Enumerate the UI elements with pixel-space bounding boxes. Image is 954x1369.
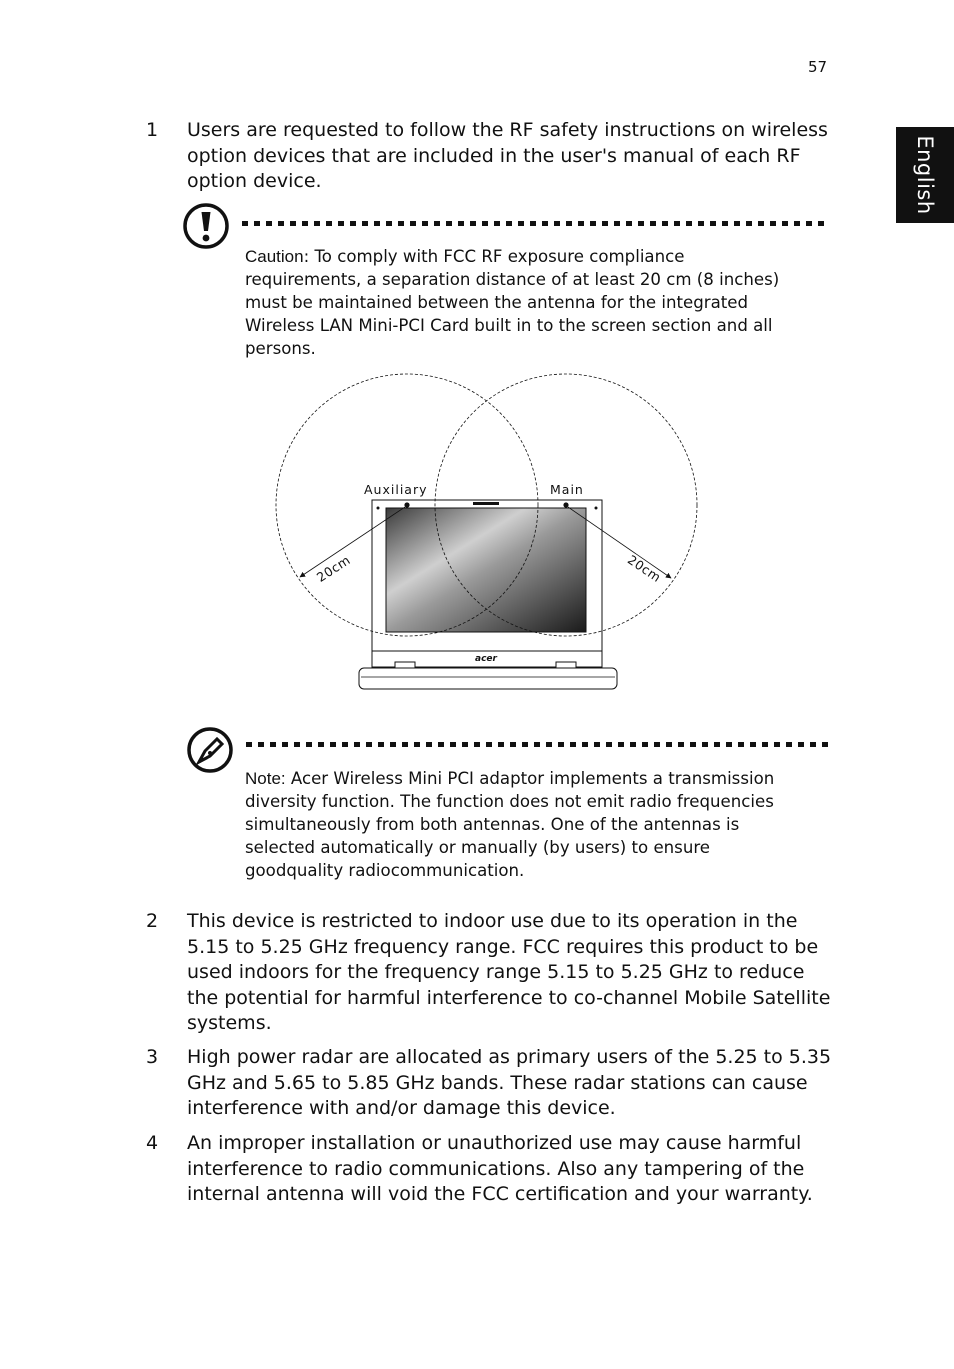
- laptop-screen: [386, 508, 586, 632]
- caution-divider: [242, 221, 827, 226]
- left-distance-label: 20cm: [313, 552, 354, 585]
- right-distance-label: 20cm: [624, 551, 665, 586]
- antenna-diagram: [270, 365, 710, 695]
- caution-icon: [182, 202, 230, 250]
- caution-label: Caution: [245, 247, 304, 266]
- language-tab-label: English: [913, 135, 937, 215]
- list-item-text: An improper installation or unauthorized use may cause harmful interference to radio communications. Also any tampering of the internal antenna will void the FCC certification and your warranty.: [187, 1132, 813, 1205]
- caution-body: : To comply with FCC RF exposure compliance requirements, a separation distance of at least 20 cm (8 inches) must be maintained between the antenna for the integrated Wireless LAN Mini-PCI Card built in to the screen section and all persons.: [245, 247, 780, 358]
- list-item-number: 1: [146, 119, 159, 141]
- note-label: Note:: [245, 769, 286, 788]
- note-text: [245, 767, 805, 882]
- auxiliary-label: Auxiliary: [364, 482, 428, 497]
- auxiliary-antenna-point: [404, 502, 409, 507]
- list-item-text: This device is restricted to indoor use due to its operation in the 5.15 to 5.25 GHz frequency range. FCC requires this product to be used indoors for the frequency range 5.15 to 5.25 GHz to reduce the potential for harmful interference to co-channel Mobile Satellite systems.: [187, 910, 831, 1034]
- list-item-number: 4: [146, 1132, 159, 1154]
- list-item-text: Users are requested to follow the RF safety instructions on wireless option devices that are included in the user's manual of each RF option device.: [187, 119, 828, 192]
- caution-text: [245, 245, 800, 360]
- note-divider: [246, 742, 831, 747]
- main-antenna-point: [563, 502, 568, 507]
- note-body: Acer Wireless Mini PCI adaptor implements a transmission diversity function. The function does not emit radio frequencies simultaneously from both antennas. One of the antennas is selected automatically or manually (by users) to ensure goodquality radiocommunication.: [245, 769, 775, 880]
- language-tab: [896, 127, 954, 223]
- list-item-number: 3: [146, 1046, 159, 1068]
- list-item-number: 2: [146, 910, 159, 932]
- main-label: Main: [550, 482, 584, 497]
- note-icon: [186, 726, 234, 774]
- list-item-text: High power radar are allocated as primary users of the 5.25 to 5.35 GHz and 5.65 to 5.85 GHz bands. These radar stations can cause interference with and/or damage this device.: [187, 1046, 832, 1119]
- page-number: 57: [808, 58, 828, 76]
- acer-logo: acer: [475, 654, 497, 664]
- antenna-diagram-drawing: [270, 365, 710, 695]
